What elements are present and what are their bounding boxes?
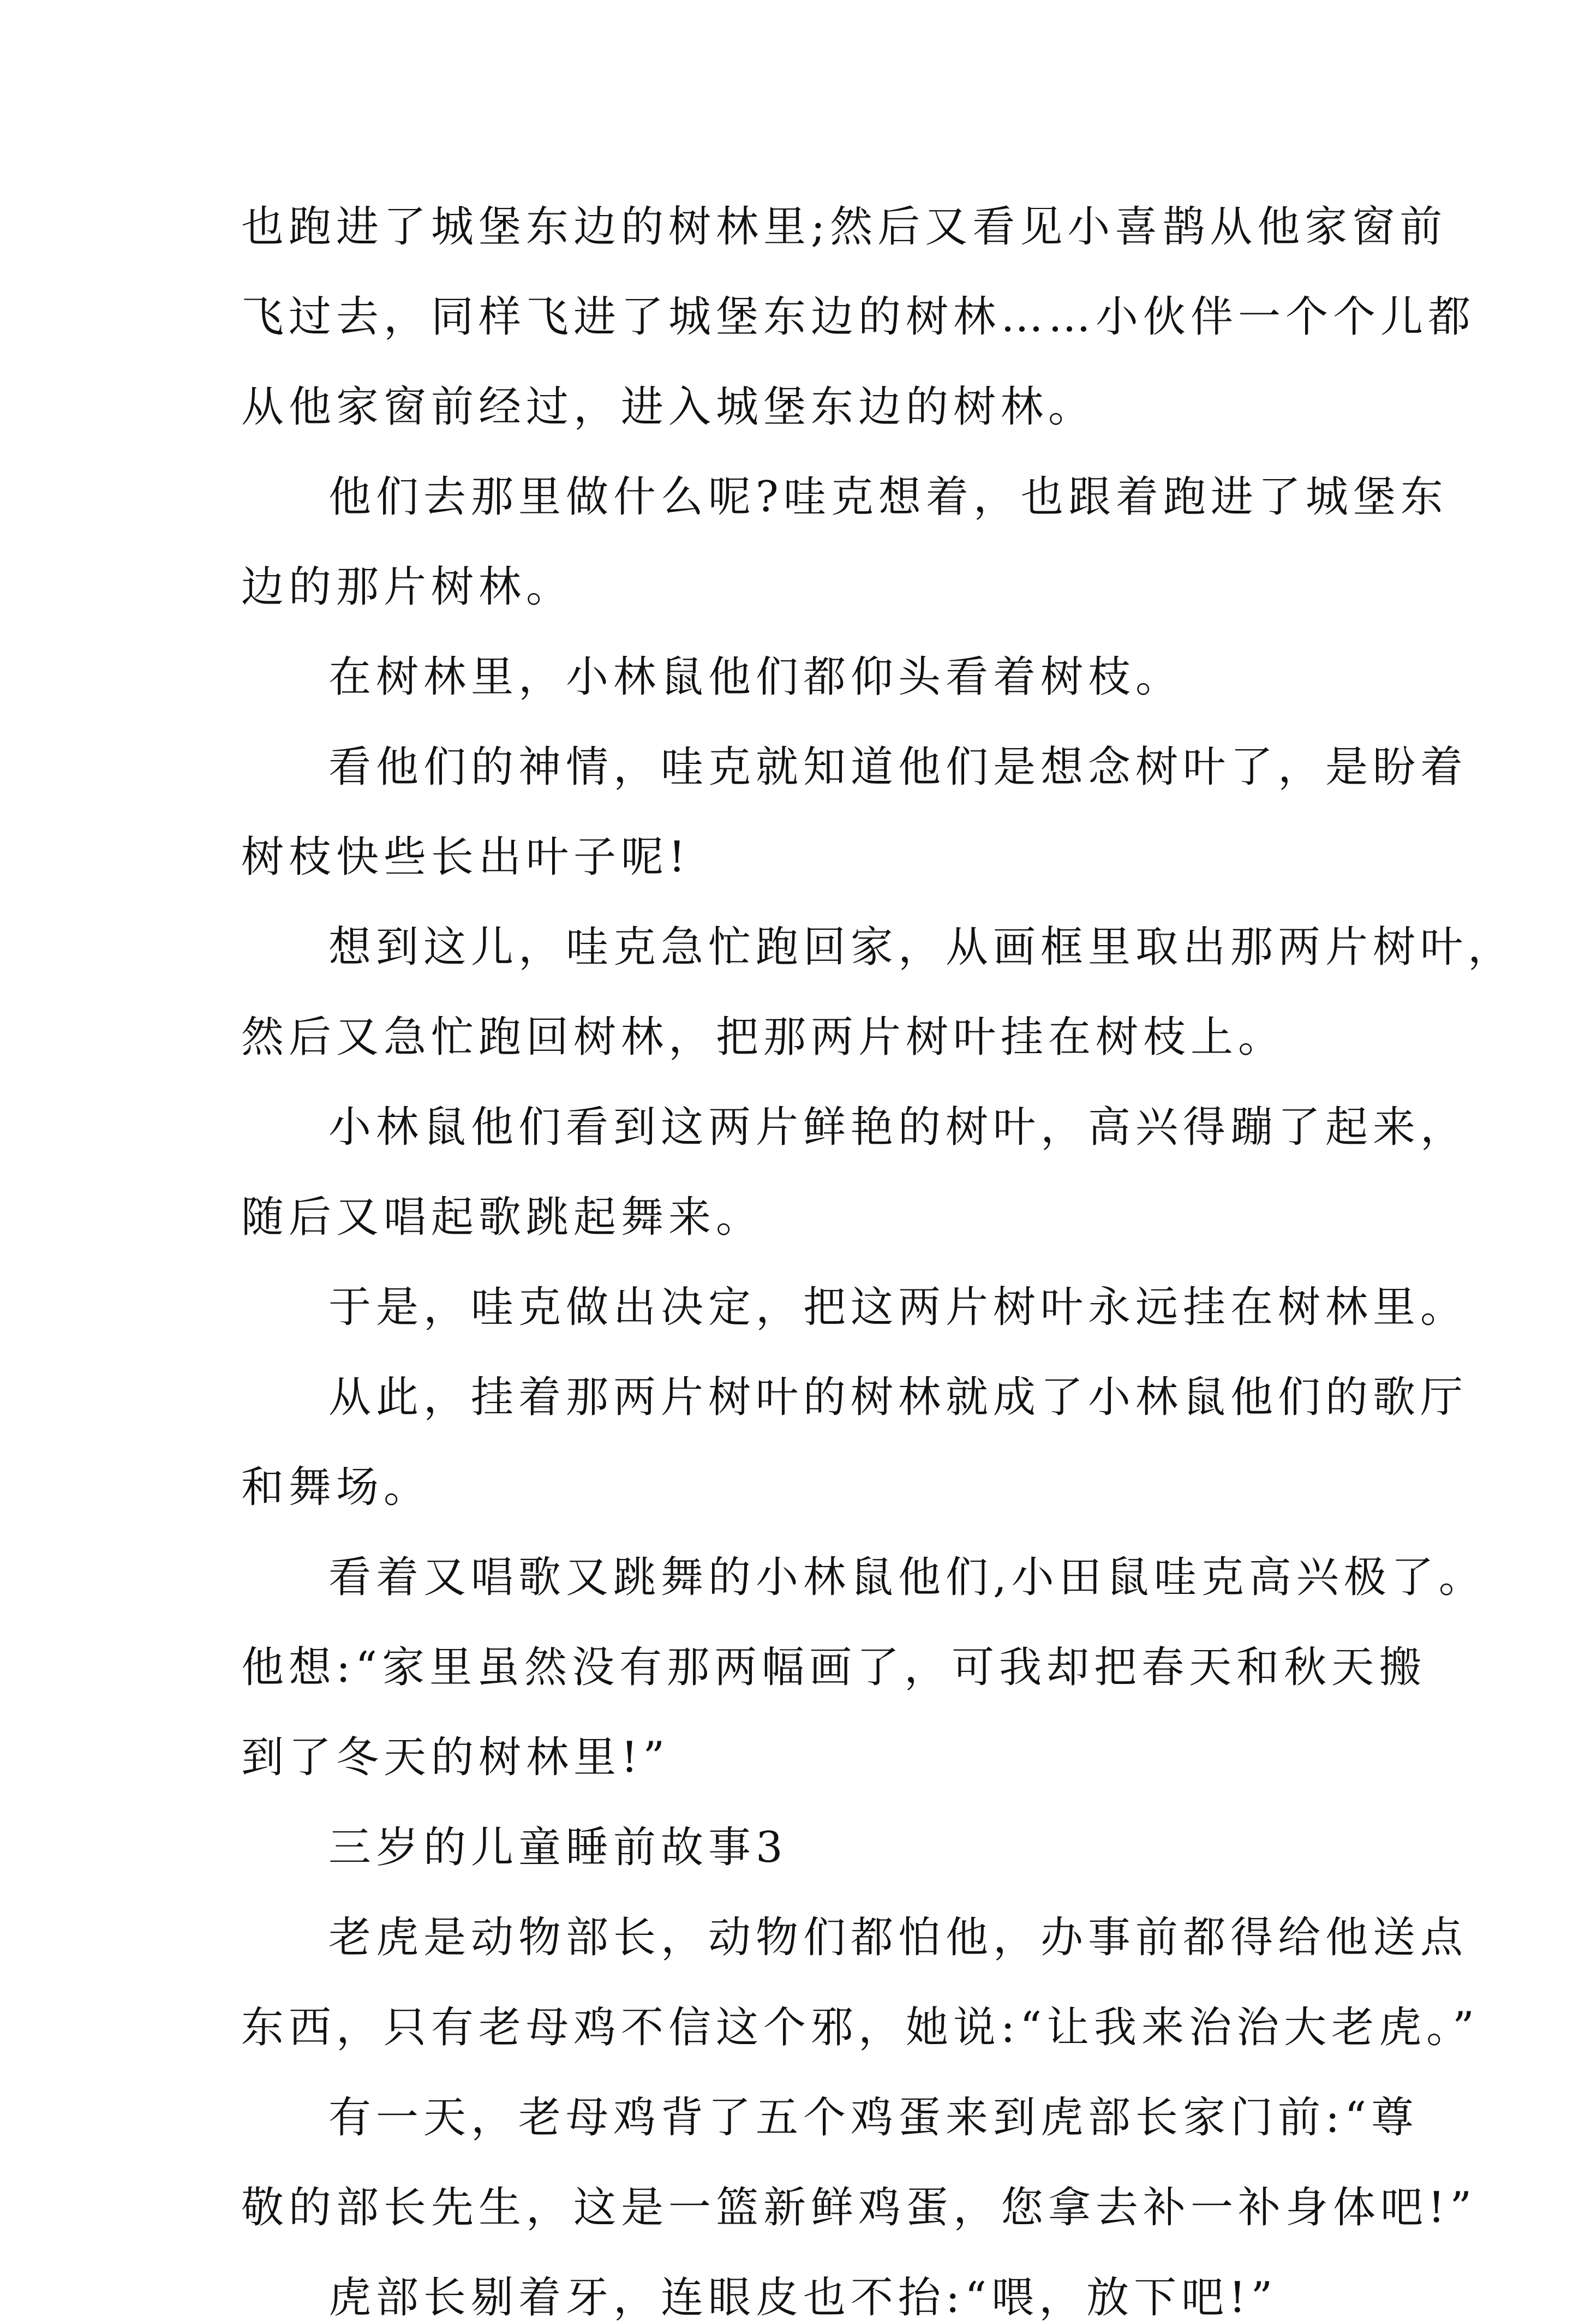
text-line: 树枝快些长出叶子呢! — [241, 833, 691, 882]
text-line: 敬的部长先生，这是一篮新鲜鸡蛋，您拿去补一补身体吧!” — [241, 2183, 1477, 2232]
text-line: 也跑进了城堡东边的树林里;然后又看见小喜鹊从他家窗前 — [241, 202, 1448, 252]
text-line: 东西，只有老母鸡不信这个邪，她说:“让我来治治大老虎。” — [241, 2003, 1480, 2052]
paragraph-start: 想到这儿，哇克急忙跑回家，从画框里取出那两片树叶， — [328, 923, 1516, 972]
text-line: 他想:“家里虽然没有那两幅画了，可我却把春天和秋天搬 — [241, 1643, 1427, 1692]
text-line: 然后又急忙跑回树林，把那两片树叶挂在树枝上。 — [241, 1013, 1286, 1062]
text-line: 飞过去，同样飞进了城堡东边的树林……小伙伴一个个儿都 — [241, 292, 1476, 342]
paragraph-start: 看他们的神情，哇克就知道他们是想念树叶了，是盼着 — [328, 743, 1468, 792]
text-line: 从他家窗前经过，进入城堡东边的树林。 — [241, 383, 1096, 432]
paragraph-start: 小林鼠他们看到这两片鲜艳的树叶，高兴得蹦了起来， — [328, 1103, 1468, 1152]
paragraph-start: 看着又唱歌又跳舞的小林鼠他们,小田鼠哇克高兴极了。 — [328, 1553, 1486, 1602]
paragraph-start: 有一天，老母鸡背了五个鸡蛋来到虎部长家门前:“尊 — [328, 2093, 1419, 2142]
paragraph-start: 从此，挂着那两片树叶的树林就成了小林鼠他们的歌厅 — [328, 1373, 1468, 1422]
paragraph-start: 在树林里，小林鼠他们都仰头看着树枝。 — [328, 653, 1183, 702]
paragraph-start: 于是，哇克做出决定，把这两片树叶永远挂在树林里。 — [328, 1283, 1468, 1332]
paragraph-start: 虎部长剔着牙，连眼皮也不抬:“喂，放下吧!” — [328, 2273, 1278, 2322]
text-line: 边的那片树林。 — [241, 563, 574, 612]
text-line: 到了冬天的树林里!” — [241, 1733, 670, 1782]
text-line: 随后又唱起歌跳起舞来。 — [241, 1193, 764, 1242]
paragraph-start: 老虎是动物部长，动物们都怕他，办事前都得给他送点 — [328, 1913, 1468, 1962]
section-heading: 三岁的儿童睡前故事3 — [328, 1823, 788, 1872]
paragraph-start: 他们去那里做什么呢?哇克想着，也跟着跑进了城堡东 — [328, 473, 1448, 522]
text-line: 和舞场。 — [241, 1463, 432, 1512]
